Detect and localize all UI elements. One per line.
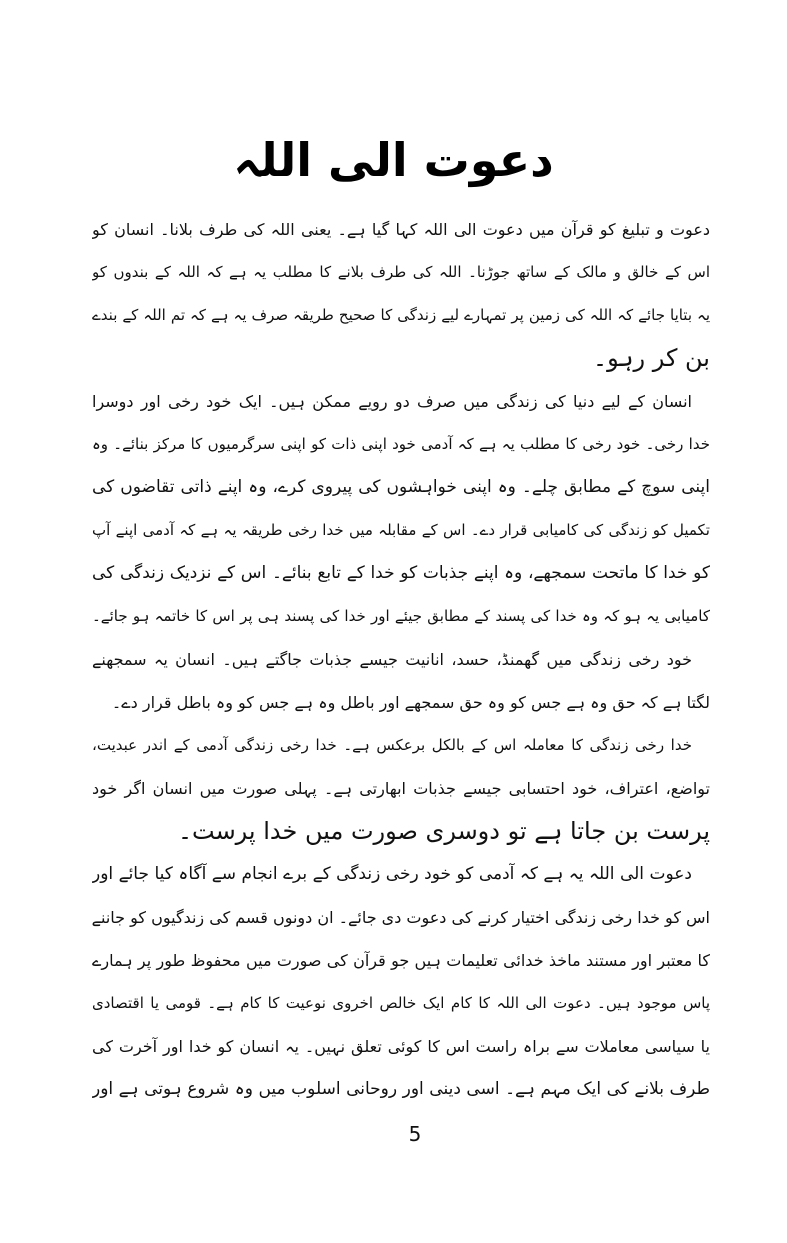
text-line: دعوت و تبلیغ کو قرآن میں دعوت الی اللہ کہا گیا ہے۔ یعنی اللہ کی طرف بلانا۔ انسان کو [92, 220, 710, 239]
text-line: تکمیل کو زندگی کی کامیابی قرار دے۔ اس کے مقابلہ میں خدا رخی طریقہ یہ ہے کہ آدمی اپنے آپ [92, 521, 710, 539]
text-line: طرف بلانے کی ایک مہم ہے۔ اسی دینی اور روحانی اسلوب میں وہ شروع ہوتی ہے اور [92, 1079, 710, 1099]
text-line: کا معتبر اور مستند ماخذ خدائی تعلیمات ہیں جو قرآن کی صورت میں محفوظ طور پر ہمارے [92, 951, 710, 970]
text-line: لگتا ہے کہ حق وہ ہے جس کو وہ حق سمجھے اور باطل وہ ہے جس کو وہ باطل قرار دے۔ [111, 693, 710, 712]
text-line: خود رخی زندگی میں گھمنڈ، حسد، انانیت جیسے جذبات جاگتے ہیں۔ انسان یہ سمجھنے [92, 650, 692, 669]
text-line: دعوت الی اللہ یہ ہے کہ آدمی کو خود رخی زندگی کے برے انجام سے آگاہ کیا جائے اور [92, 864, 692, 884]
text-line: یا سیاسی معاملات سے براہ راست اس کا کوئی تعلق نہیں۔ یہ انسان کو خدا اور آخرت کی [92, 1037, 710, 1056]
text-line: کو خدا کا ماتحت سمجھے، وہ اپنے جذبات کو خدا کے تابع بنائے۔ اس کے نزدیک زندگی کی [92, 563, 710, 583]
text-line: پاس موجود ہیں۔ دعوت الی اللہ کا کام ایک خالص اخروی نوعیت کا کام ہے۔ قومی یا اقتصادی [92, 994, 710, 1012]
body-text [92, 208, 710, 1111]
text-line: اس کو خدا رخی زندگی اختیار کرنے کی دعوت دی جائے۔ ان دونوں قسم کی زندگیوں کو جاننے [92, 908, 710, 927]
text-line: خدا رخی زندگی کا معاملہ اس کے بالکل برعکس ہے۔ خدا رخی زندگی آدمی کے اندر عبدیت، [92, 736, 692, 754]
text-line: پرست بن جاتا ہے تو دوسری صورت میں خدا پرست۔ [177, 817, 710, 845]
text-line: کامیابی یہ ہو کہ وہ خدا کی پسند کے مطابق جیئے اور خدا کی پسند ہی پر اس کا خاتمہ ہو جائے۔ [92, 607, 710, 625]
page-number: 5 [408, 1122, 422, 1146]
text-line: بن کر رہو۔ [593, 344, 710, 372]
text-line: انسان کے لیے دنیا کی زندگی میں صرف دو رویے ممکن ہیں۔ ایک خود رخی اور دوسرا [92, 392, 692, 411]
text-line: اپنی سوچ کے مطابق چلے۔ وہ اپنی خواہشوں کی پیروی کرے، وہ اپنے ذاتی تقاضوں کی [92, 477, 710, 497]
text-line: اس کے خالق و مالک کے ساتھ جوڑنا۔ اللہ کی طرف بلانے کا مطلب یہ ہے کہ اللہ کے بندوں کو [92, 263, 710, 281]
page-title: دعوت الی اللہ [233, 133, 554, 187]
text-line: تواضع، اعتراف، خود احتسابی جیسے جذبات ابھارتی ہے۔ پہلی صورت میں انسان اگر خود [92, 779, 710, 798]
text-line: یہ بتایا جائے کہ اللہ کی زمین پر تمہارے لیے زندگی کا صحیح طریقہ صرف یہ ہے کہ تم اللہ کے بندے [92, 306, 710, 324]
text-line: خدا رخی۔ خود رخی کا مطلب یہ ہے کہ آدمی خود اپنی ذات کو اپنی سرگرمیوں کا مرکز بنائے۔ وہ [92, 435, 710, 453]
